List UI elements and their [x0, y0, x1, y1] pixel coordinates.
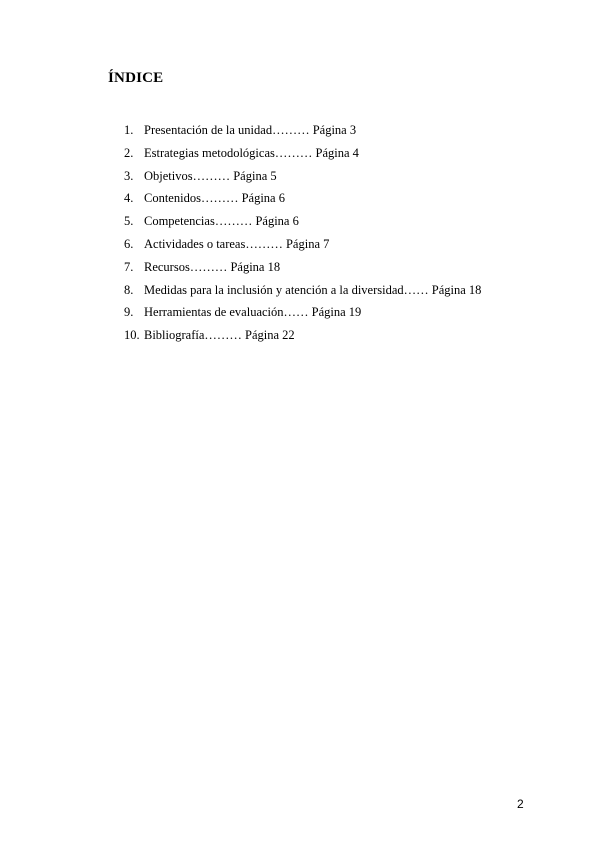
toc-item-text: Contenidos……… Página 6 — [144, 191, 285, 206]
page-title: ÍNDICE — [108, 70, 164, 86]
toc-item-number: 8. — [124, 282, 134, 297]
toc-item-text: Presentación de la unidad……… Página 3 — [144, 123, 357, 137]
toc-item-number: 7. — [124, 259, 134, 274]
toc-item-5 — [124, 210, 481, 233]
toc-item-number: 3. — [124, 168, 134, 183]
toc-item-text: Medidas para la inclusión y atención a la diversidad…… Página 18 — [144, 282, 482, 297]
toc-item-number: 4. — [124, 191, 134, 206]
toc-item-number: 9. — [124, 305, 134, 320]
toc-item-3 — [124, 165, 481, 188]
toc-item-text: Estrategias metodológicas……… Página 4 — [144, 145, 359, 160]
toc-item-number: 2. — [124, 145, 134, 160]
toc-item-number: 6. — [124, 236, 134, 251]
toc-item-number: 1. — [124, 123, 134, 137]
toc-item-text: Objetivos……… Página 5 — [144, 168, 277, 183]
toc-item-text: Actividades o tareas……… Página 7 — [144, 236, 330, 251]
toc-item-text: Bibliografía……… Página 22 — [144, 328, 295, 343]
toc-item-10 — [124, 324, 481, 347]
page-number: 2 — [517, 797, 524, 811]
toc-item-4 — [124, 187, 481, 210]
toc-item-2 — [124, 142, 481, 165]
toc-item-number: 5. — [124, 214, 134, 229]
toc-item-text: Herramientas de evaluación…… Página 19 — [144, 305, 362, 320]
toc-item-text: Recursos……… Página 18 — [144, 259, 281, 274]
toc-item-9 — [124, 301, 481, 324]
table-of-contents — [124, 119, 481, 347]
toc-item-number: 10. — [124, 328, 140, 343]
toc-item-7 — [124, 256, 481, 279]
toc-item-6 — [124, 233, 481, 256]
toc-item-1 — [124, 119, 481, 142]
toc-item-8 — [124, 279, 481, 302]
toc-item-text: Competencias……… Página 6 — [144, 214, 299, 229]
